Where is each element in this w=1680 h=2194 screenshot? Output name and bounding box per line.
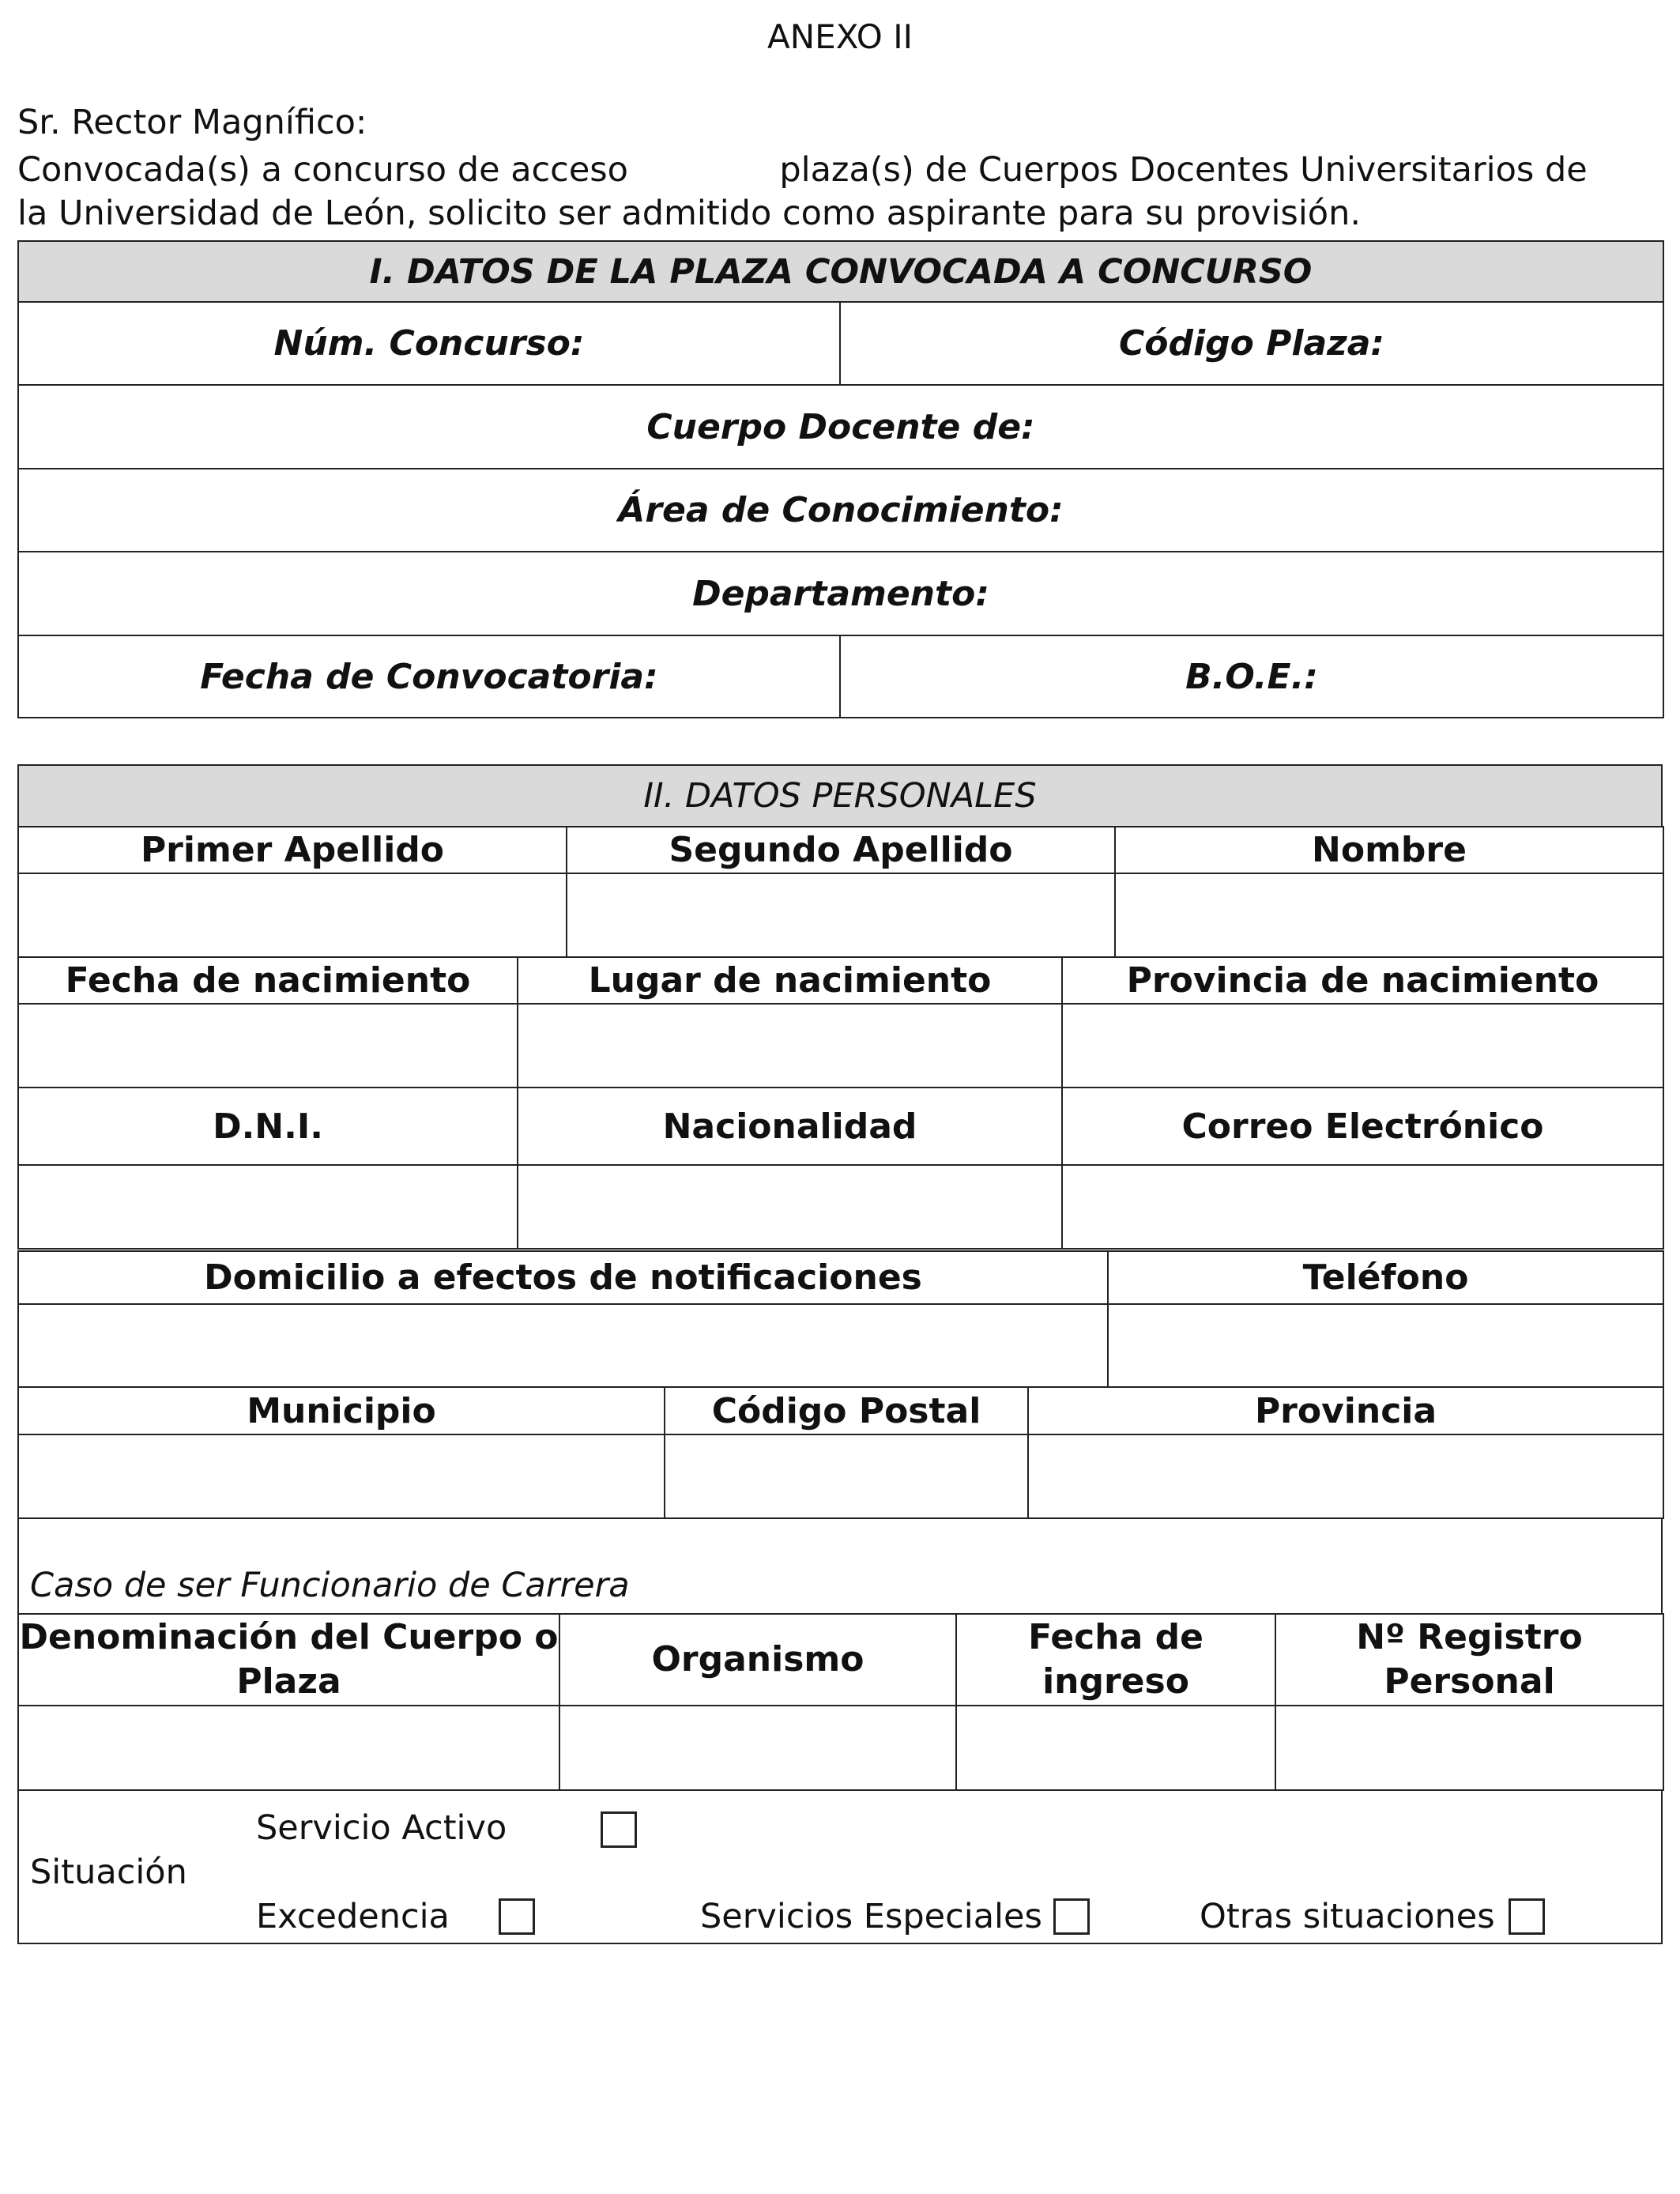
nacionalidad-field[interactable]: [518, 1191, 1061, 1223]
personal-row-2-3: [17, 956, 1664, 1250]
lugar-nacimiento-header: Lugar de nacimiento: [518, 957, 1062, 1004]
primer-apellido-header: Primer Apellido: [18, 827, 567, 873]
denominacion-field[interactable]: [19, 1732, 559, 1764]
dni-header: D.N.I.: [18, 1088, 518, 1165]
domicilio-field[interactable]: [19, 1329, 1107, 1362]
situacion-box: [17, 1789, 1663, 1944]
registro-personal-field[interactable]: [1276, 1732, 1663, 1764]
page-title: ANEXO II: [767, 17, 913, 56]
primer-apellido-field[interactable]: [19, 899, 566, 932]
municipio-field[interactable]: [19, 1461, 664, 1493]
dni-field[interactable]: [19, 1191, 517, 1223]
fecha-nacimiento-header: Fecha de nacimiento: [18, 957, 518, 1004]
area-conocimiento-label: Área de Conocimiento:: [18, 469, 1663, 552]
funcionario-caption: Caso de ser Funcionario de Carrera: [18, 1518, 1662, 1614]
fecha-ingreso-field[interactable]: [957, 1732, 1275, 1764]
boe-label: B.O.E.:: [840, 635, 1663, 718]
intro-line-1: [17, 150, 1588, 196]
personal-row-4: [17, 1250, 1664, 1388]
personal-row-5: [17, 1386, 1664, 1519]
nombre-header: Nombre: [1115, 827, 1663, 873]
provincia-nacimiento-field[interactable]: [1063, 1030, 1663, 1062]
lugar-nacimiento-field[interactable]: [518, 1030, 1061, 1062]
servicios-especiales-checkbox[interactable]: [1053, 1898, 1090, 1935]
plazas-count-field[interactable]: [639, 160, 769, 196]
section-plaza-title: I. DATOS DE LA PLAZA CONVOCADA A CONCURSO: [18, 241, 1663, 302]
intro-line-2: la Universidad de León, solicito ser admitido como aspirante para su provisión.: [17, 194, 1361, 233]
situacion-label: Situación: [30, 1853, 187, 1892]
departamento-label: Departamento:: [18, 552, 1663, 635]
excedencia-checkbox[interactable]: [499, 1898, 535, 1935]
correo-electronico-header: Correo Electrónico: [1062, 1088, 1663, 1165]
provincia-nacimiento-header: Provincia de nacimiento: [1062, 957, 1663, 1004]
intro-line-1-start: Convocada(s) a concurso de acceso: [17, 150, 628, 190]
fecha-convocatoria-label: Fecha de Convocatoria:: [18, 635, 840, 718]
organismo-field[interactable]: [560, 1732, 955, 1764]
segundo-apellido-field[interactable]: [567, 899, 1114, 932]
intro-line-1-end: plaza(s) de Cuerpos Docentes Universitarios de: [779, 150, 1588, 190]
telefono-header: Teléfono: [1108, 1251, 1663, 1304]
correo-electronico-field[interactable]: [1063, 1191, 1663, 1223]
salutation: Sr. Rector Magnífico:: [17, 103, 367, 142]
servicio-activo-checkbox[interactable]: [601, 1811, 637, 1848]
funcionario-table: [17, 1613, 1664, 1791]
codigo-plaza-label: Código Plaza:: [840, 302, 1663, 385]
provincia-header: Provincia: [1028, 1387, 1663, 1434]
personal-row-1: [17, 826, 1664, 958]
provincia-field[interactable]: [1029, 1461, 1663, 1493]
otras-situaciones-checkbox[interactable]: [1509, 1898, 1545, 1935]
section-personal-title: II. DATOS PERSONALES: [18, 765, 1662, 827]
nacionalidad-header: Nacionalidad: [518, 1088, 1062, 1165]
fecha-nacimiento-field[interactable]: [19, 1030, 517, 1062]
fecha-ingreso-header: Fecha de ingreso: [956, 1614, 1275, 1706]
municipio-header: Municipio: [18, 1387, 665, 1434]
denominacion-header: Denominación del Cuerpo o Plaza: [18, 1614, 559, 1706]
servicio-activo-label: Servicio Activo: [256, 1808, 507, 1848]
registro-personal-header: Nº Registro Personal: [1275, 1614, 1663, 1706]
excedencia-label: Excedencia: [256, 1897, 450, 1936]
servicios-especiales-label: Servicios Especiales: [700, 1897, 1042, 1936]
segundo-apellido-header: Segundo Apellido: [567, 827, 1115, 873]
telefono-field[interactable]: [1109, 1329, 1663, 1362]
organismo-header: Organismo: [559, 1614, 956, 1706]
cuerpo-docente-label: Cuerpo Docente de:: [18, 385, 1663, 469]
nombre-field[interactable]: [1116, 899, 1663, 932]
otras-situaciones-label: Otras situaciones: [1200, 1897, 1495, 1936]
section-plaza-table: [17, 240, 1664, 718]
section-personal-title-table: [17, 764, 1663, 827]
funcionario-caption-table: [17, 1517, 1663, 1615]
codigo-postal-field[interactable]: [665, 1461, 1027, 1493]
codigo-postal-header: Código Postal: [665, 1387, 1028, 1434]
domicilio-header: Domicilio a efectos de notificaciones: [18, 1251, 1108, 1304]
num-concurso-label: Núm. Concurso:: [18, 302, 840, 385]
